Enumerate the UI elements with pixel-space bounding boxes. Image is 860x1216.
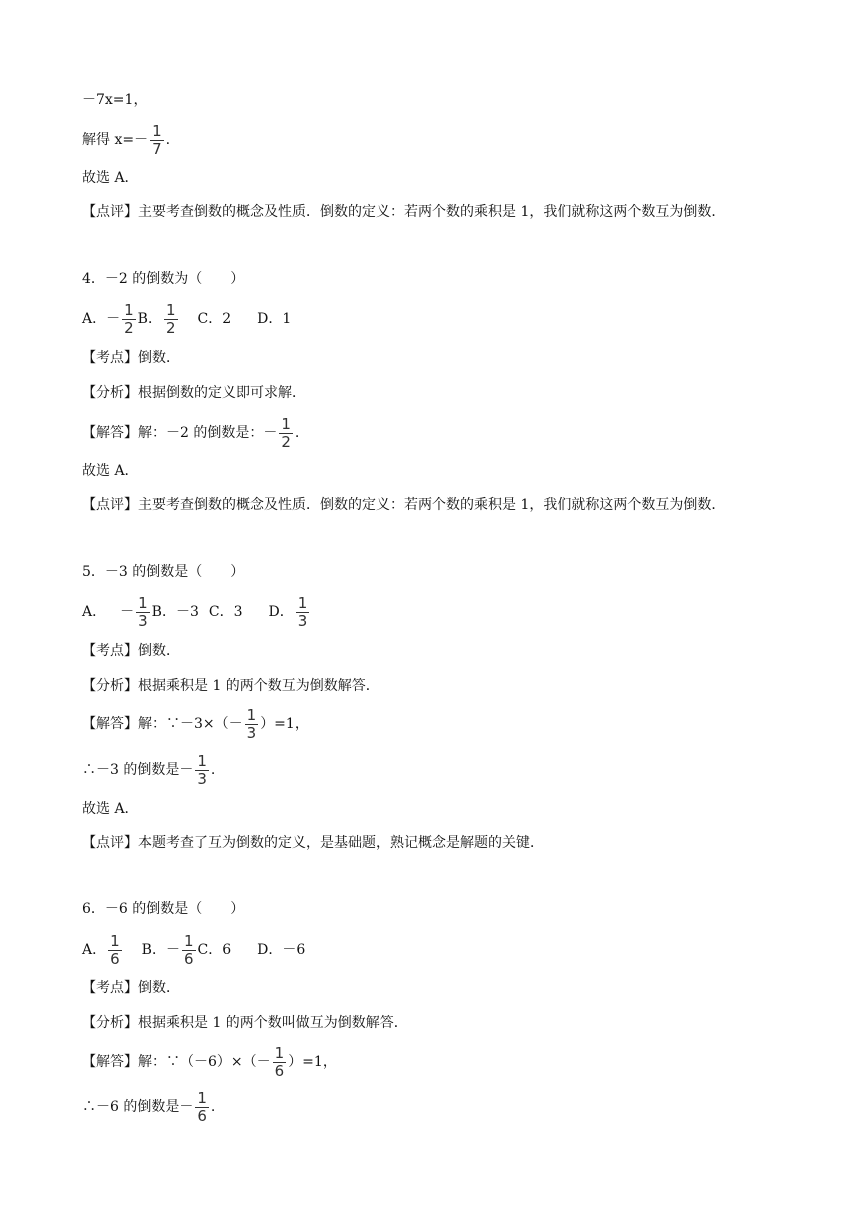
q6-question-line — [82, 889, 244, 929]
q6-jieda-line — [82, 1042, 337, 1082]
denominator: 7 — [152, 139, 162, 158]
period: . — [294, 425, 300, 441]
cont-equation-line — [82, 80, 147, 120]
q6-question: 6．－6 的倒数是（ ） — [82, 901, 245, 917]
q5-option-a-label: A． — [82, 604, 107, 620]
denominator: 6 — [274, 1061, 285, 1080]
q6-kaodian: 【考点】倒数． — [82, 980, 180, 996]
q5-kaodian: 【考点】倒数． — [82, 643, 180, 659]
q5-option-a-sign: － — [120, 604, 135, 620]
q6-jieda-tail: ）=1， — [288, 1054, 337, 1070]
q4-kaodian-line — [82, 338, 180, 378]
cont-solution-text: 解得 x=－ — [82, 132, 149, 148]
q5-option-a-fraction — [136, 595, 150, 630]
period: . — [165, 132, 171, 148]
q4-kaodian: 【考点】倒数． — [82, 350, 180, 366]
denominator: 6 — [197, 1106, 207, 1125]
q5-option-d-label: D． — [268, 604, 294, 620]
q6-option-a-label: A． — [82, 942, 107, 958]
q5-option-c: C．3 — [208, 604, 243, 620]
q6-jieda-fraction — [273, 1045, 287, 1080]
cont-answer: 故选 A． — [82, 170, 139, 186]
q4-fenxi: 【分析】根据倒数的定义即可求解． — [82, 385, 306, 401]
q4-options-line — [82, 299, 291, 339]
q5-option-b: B．－3 — [151, 604, 199, 620]
q6-option-b-label: B．－ — [141, 942, 180, 958]
denominator: 2 — [165, 318, 176, 337]
numerator: 1 — [197, 751, 207, 770]
q6-fenxi: 【分析】根据乘积是 1 的两个数叫做互为倒数解答． — [82, 1015, 408, 1031]
numerator: 1 — [138, 593, 148, 612]
q4-option-d: D．1 — [257, 311, 292, 327]
numerator: 1 — [152, 121, 162, 140]
q4-question-line — [82, 259, 244, 299]
numerator: 1 — [246, 705, 257, 724]
denominator: 3 — [197, 769, 207, 788]
q4-jieda-fraction — [279, 416, 293, 451]
q4-option-a-fraction — [122, 302, 136, 337]
cont-solution-line — [82, 120, 170, 160]
q5-jieda-fraction — [245, 707, 259, 742]
q6-therefore-fraction — [195, 1090, 209, 1125]
q5-therefore: ∴－3 的倒数是－ — [82, 762, 194, 778]
q6-kaodian-line — [82, 968, 180, 1008]
numerator: 1 — [197, 1088, 207, 1107]
q5-answer: 故选 A． — [82, 801, 139, 817]
q4-fenxi-line — [82, 373, 306, 413]
q4-option-b-fraction — [164, 302, 178, 337]
q6-jieda: 【解答】解：∵（－6）×（－ — [82, 1054, 271, 1070]
q5-question: 5．－3 的倒数是（ ） — [82, 564, 245, 580]
denominator: 3 — [246, 723, 257, 742]
numerator: 1 — [183, 931, 194, 950]
numerator: 1 — [297, 593, 308, 612]
q4-jieda-line — [82, 413, 299, 453]
q6-therefore-line — [82, 1087, 215, 1127]
q5-options-line — [82, 592, 311, 632]
q4-comment-line — [82, 485, 725, 525]
numerator: 1 — [274, 1043, 285, 1062]
q4-question: 4．－2 的倒数为（ ） — [82, 271, 245, 287]
q5-fenxi-line — [82, 666, 380, 706]
cont-comment-line — [82, 192, 725, 232]
q5-jieda: 【解答】解：∵－3×（－ — [82, 716, 243, 732]
q4-comment: 【点评】主要考查倒数的概念及性质．倒数的定义：若两个数的乘积是 1，我们就称这两个数互为倒数． — [82, 497, 726, 513]
numerator: 1 — [165, 300, 176, 319]
q6-option-b-fraction — [182, 933, 196, 968]
q5-therefore-line — [82, 750, 215, 790]
q4-jieda: 【解答】解：－2 的倒数是：－ — [82, 425, 278, 441]
denominator: 6 — [183, 949, 194, 968]
q6-option-d: D．－6 — [257, 942, 306, 958]
q5-question-line — [82, 552, 244, 592]
q5-comment: 【点评】本题考查了互为倒数的定义，是基础题，熟记概念是解题的关键． — [82, 835, 544, 851]
q5-therefore-fraction — [195, 753, 209, 788]
q6-option-a-fraction — [108, 933, 122, 968]
q4-option-c: C．2 — [197, 311, 232, 327]
cont-equation: －7x=1， — [82, 92, 148, 108]
denominator: 2 — [124, 318, 134, 337]
q5-kaodian-line — [82, 631, 180, 671]
q5-jieda-tail: ）=1， — [260, 716, 309, 732]
q6-fenxi-line — [82, 1003, 408, 1043]
q6-option-c: C．6 — [197, 942, 232, 958]
q5-jieda-line — [82, 704, 309, 744]
q5-option-d-fraction — [296, 595, 310, 630]
q4-option-b-label: B． — [137, 311, 162, 327]
q6-options-line — [82, 930, 305, 970]
denominator: 6 — [110, 949, 120, 968]
numerator: 1 — [281, 414, 291, 433]
q4-option-a-label: A．－ — [82, 311, 121, 327]
numerator: 1 — [124, 300, 134, 319]
denominator: 3 — [138, 611, 148, 630]
numerator: 1 — [110, 931, 120, 950]
q5-comment-line — [82, 823, 544, 863]
fraction — [150, 123, 164, 158]
q6-therefore: ∴－6 的倒数是－ — [82, 1099, 194, 1115]
q5-fenxi: 【分析】根据乘积是 1 的两个数互为倒数解答． — [82, 678, 380, 694]
denominator: 3 — [297, 611, 308, 630]
denominator: 2 — [281, 432, 291, 451]
period: . — [210, 762, 216, 778]
period: . — [210, 1099, 216, 1115]
q4-answer: 故选 A． — [82, 463, 139, 479]
cont-comment: 【点评】主要考查倒数的概念及性质．倒数的定义：若两个数的乘积是 1，我们就称这两个数互为倒数． — [82, 204, 726, 220]
